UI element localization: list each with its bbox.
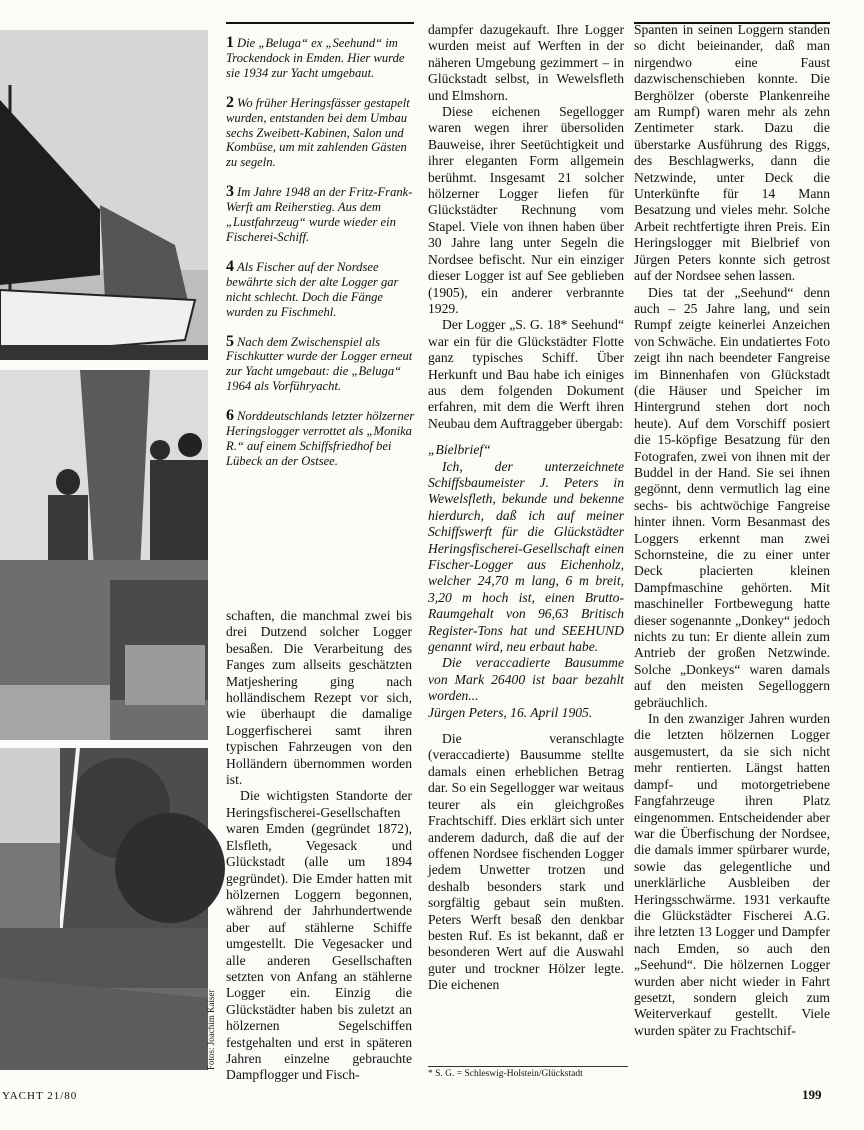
caption-text: Die „Beluga“ ex „Seehund“ im Trockendock in Emden. Hier wurde sie 1934 zur Yacht umgebaut. bbox=[226, 36, 405, 80]
paragraph: Die veranschlagte (veraccadierte) Bausumme stellte damals einen erheblichen Betrag dar. So ein Segellogger war weitaus teurer als ein gleichgroßes Frachtschiff. Dies erklärt sich unter anderem dadurch, daß die auf der offenen Nordsee fischenden Logger jedem Unwetter trotzen und deshalb besonders stark und sorgfältig gebaut sein mußten. Peters Werft besaß den denkbar besten Ruf. Es ist bekannt, daß er besonderen Wert auf die Auswahl guter und trockner Hölzer legte. Die eichenen bbox=[428, 731, 624, 993]
caption-number: 1 bbox=[226, 34, 234, 51]
paragraph: Die veraccadierte Bausumme von Mark 26400 ist baar bezahlt worden... bbox=[428, 655, 624, 704]
photo-credit: Fotos: Joachim Kaiser bbox=[206, 989, 216, 1070]
paragraph-gap bbox=[428, 432, 624, 442]
caption-text: Wo früher Heringsfässer gestapelt wurden, entstanden bei dem Umbau sechs Zweibett-Kabinen, Salon und Kombüse, um mit zahlenden Gästen zu segeln. bbox=[226, 95, 410, 170]
paragraph: schaften, die manchmal zwei bis drei Dutzend solcher Logger besaßen. Die Verarbeitung des Fanges zum allseits geschätzten Matjeshering ging nach holländischem Rezept vor sich, wie überhaupt die damalige Loggerfischerei samt ihren typischen Fahrzeugen von den Holländern übernommen worden ist. bbox=[226, 608, 412, 788]
column-rule bbox=[226, 22, 414, 24]
caption-6 bbox=[226, 409, 416, 469]
caption-3 bbox=[226, 185, 416, 245]
footnote: * S. G. = Schleswig-Holstein/Glückstadt bbox=[428, 1066, 628, 1079]
paragraph: Diese eichenen Segellogger waren wegen ihrer übersoliden Bauweise, ihrer Seetüchtigkeit und ihrer eleganten Form allgemein berühmt. Insgesamt 21 solcher hölzerner Logger liefen für Glückstädter Rechnung vom Stapel. Viele von ihnen haben über 30 Jahre lang unter Segeln die Nordsee befischt. Nur ein einziger dieser Logger ist auf See geblieben (1905), ein anderer verbrannte 1929. bbox=[428, 104, 624, 316]
page-number: 199 bbox=[802, 1087, 822, 1102]
caption-1 bbox=[226, 36, 416, 81]
paragraph: Jürgen Peters, 16. April 1905. bbox=[428, 704, 593, 720]
caption-text: Norddeutschlands letzter hölzerner Heringslogger verrottet als „Monika R.“ auf einem Schiffsfriedhof bei Lübeck an der Ostsee. bbox=[226, 409, 415, 468]
paragraph: In den zwanziger Jahren wurden die letzten hölzernen Logger ausgemustert, da sie sich nicht mehr rentierten. Längst hatten dampf- und motorgetriebene Fangfahrzeuge ihren Platz eingenommen. Entscheidender aber war die Überfischung der Nordsee, die damals immer spürbarer wurde, sowie das gelegentliche und unerklärliche Ausbleiben der Heringsschwärme. 1931 verkaufte die Glückstädter Fischerei A.G. ihre letzten 13 Logger und Dampfer nach Emden, so auch den „Seehund“. Die hölzernen Logger wurden aber nicht wieder in Fahrt gesetzt, sondern gleich zum Weiterverkauf gestellt. Viele wurden später zu Frachtschif- bbox=[634, 711, 830, 1038]
caption-4 bbox=[226, 257, 416, 320]
caption-text: Nach dem Zwischenspiel als Fischkutter wurde der Logger erneut zur Yacht umgebaut: die „Beluga“ 1964 als Vorführyacht. bbox=[226, 334, 413, 394]
caption-list bbox=[226, 36, 416, 484]
article-column-3 bbox=[634, 22, 830, 1039]
photo-rotting-logger bbox=[0, 748, 208, 1070]
photo-fishermen-with-nets bbox=[0, 370, 208, 740]
photo-ship-in-drydock bbox=[0, 30, 208, 360]
caption-2 bbox=[226, 93, 416, 171]
paragraph: Dies tat der „Seehund“ denn auch – 25 Jahre lang, und sein Rumpf zeigte keinerlei Anzeichen von Schwäche. Ein undatiertes Foto zeigt ihn nach beendeter Fangreise im Binnenhafen von Glückstadt (die Häuser und Speicher im Hintergrund stehen dort noch heute). Auf dem Vorschiff posiert die 15-köpfige Besatzung für den Fotografen, zwei von ihnen mit der Buddel in der Hand. Sie sei ihnen gegönnt, denn vermutlich lag eine sechs- bis achtwöchige Fangreise hinter ihnen. Vorm Besanmast des Loggers erkennt man zwei Schornsteine, die zu einer unter Deck placierten kleinen Dampfmaschine gehörten. Mit maschineller Fortbewegung hatte dieser sogenannte „Donkey“ jedoch nichts zu tun: Er diente allein zum Antrieb der großen Netzwinde. Solche „Donkeys“ waren damals auf den meisten Segelloggern gebräuchlich. bbox=[634, 284, 830, 710]
paragraph: Spanten in seinen Loggern standen so dicht beieinander, daß man nirgendwo eine Faust dazwischenschieben konnte. Die Berghölzer (oberste Plankenreihe am Rumpf) waren mehr als zehn Zentimeter stark. Dazu die überstarke Ausführung des Riggs, des Beschlagwerks, dann die Netzwinde, unter Deck die Unterkünfte für 14 Mann Besatzung und vieles mehr. Solche Arbeit rechtfertigte ihren Preis. Ein Heringslogger mit Bielbrief von Jürgen Peters konnte sich getrost auf der Nordsee sehen lassen. bbox=[634, 22, 830, 284]
paragraph: Ich, der unterzeichnete Schiffsbaumeister J. Peters in Wewelsfleth, bekunde und bekenne hierdurch, daß ich auf meiner Schiffswerft für die Glückstädter Heringsfischerei-Gesellschaft einen Fischer-Logger aus Eichenholz, welcher 24,70 m lang, 6 m breit, 3,20 m hoch ist, einen Brutto-Raumgehalt von 96,63 Britisch Register-Tons hat und SEEHUND genannt wird, neu erbaut habe. bbox=[428, 458, 624, 655]
caption-text: Im Jahre 1948 an der Fritz-Frank-Werft am Reiherstieg. Aus dem „Lustfahrzeug“ wurde wieder ein Fischerei-Schiff. bbox=[226, 185, 413, 244]
article-column-2 bbox=[428, 22, 624, 994]
caption-number: 5 bbox=[226, 332, 234, 350]
magazine-issue: YACHT 21/80 bbox=[2, 1090, 78, 1102]
article-column-1 bbox=[226, 608, 412, 1084]
caption-5 bbox=[226, 332, 416, 395]
caption-number: 6 bbox=[226, 407, 234, 425]
caption-number: 4 bbox=[226, 257, 234, 275]
paragraph-gap bbox=[428, 721, 624, 731]
caption-number: 3 bbox=[226, 183, 234, 201]
paragraph: Der Logger „S. G. 18* Seehund“ war ein für die Glückstädter Flotte ganz typisches Schiff. Über Herkunft und Bau habe ich einiges aus dem folgenden Dokument erfahren, mit dem die Werft ihren Neubau dem Auftraggeber übergab: bbox=[428, 317, 624, 431]
caption-number: 2 bbox=[226, 93, 234, 111]
caption-text: Als Fischer auf der Nordsee bewährte sich der alte Logger gar nicht schlecht. Doch die Fänge wurden zu Fischmehl. bbox=[226, 259, 399, 319]
paragraph: „Bielbrief“ bbox=[428, 442, 491, 458]
paragraph: Die wichtigsten Standorte der Heringsfischerei-Gesellschaften waren Emden (gegründet 1872), Elsfleth, Vegesack und Glückstadt (alle um 1894 gegründet). Die Emder hatten mit hölzernen Loggern begonnen, während der Jahrhundertwende aber auf stählerne Schiffe umgestellt. Die Vegesacker und alle anderen Gesellschaften setzten von Anfang an stählerne Logger ein. Einzig die Glückstädter haben bis zuletzt an hölzernen Segelschiffen festgehalten und erst in späteren Jahren einzelne gebrauchte Dampflogger und Fisch- bbox=[226, 788, 412, 1083]
paragraph: dampfer dazugekauft. Ihre Logger wurden meist auf Werften in der näheren Umgebung gezimmert – in Glückstadt selbst, in Wewelsfleth und Elmshorn. bbox=[428, 22, 624, 103]
